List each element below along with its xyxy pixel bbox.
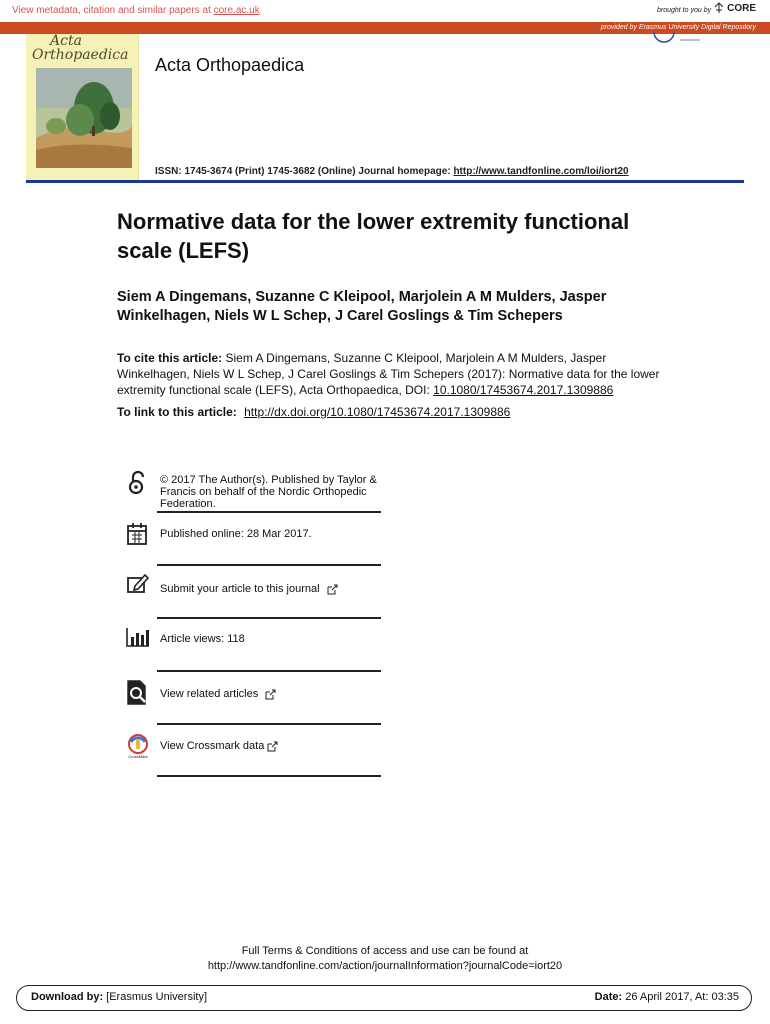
download-date-label: Date: xyxy=(594,991,623,1003)
core-provider-text: provided by Erasmus University Digital Repository xyxy=(600,24,756,31)
core-metadata-notice xyxy=(12,5,260,16)
core-notice-text: View metadata, citation and similar papers at xyxy=(12,5,214,16)
cover-title-line-1: Acta xyxy=(50,33,82,49)
crossmark-label[interactable] xyxy=(160,740,390,752)
info-divider xyxy=(157,723,381,725)
external-link-icon xyxy=(267,741,278,752)
article-doi-url[interactable]: http://dx.doi.org/10.1080/17453674.2017.1309886 xyxy=(244,405,511,419)
core-brought-by xyxy=(657,2,756,14)
submit-article-label[interactable] xyxy=(160,583,390,595)
external-link-icon xyxy=(327,584,338,595)
issn-line xyxy=(155,166,629,177)
cover-landscape-painting xyxy=(36,68,132,168)
svg-text:CrossMark: CrossMark xyxy=(128,754,148,759)
external-link-icon xyxy=(265,689,276,700)
edit-pencil-icon xyxy=(125,572,151,598)
core-link[interactable]: core.ac.uk xyxy=(213,5,260,16)
crossmark-icon xyxy=(125,733,151,759)
download-by-value: [Erasmus University] xyxy=(103,991,208,1003)
header-divider xyxy=(26,180,744,183)
download-info-box xyxy=(16,985,752,1011)
citation-label: To cite this article: xyxy=(117,351,223,365)
article-link-label: To link to this article: xyxy=(117,405,241,419)
article-authors: Siem A Dingemans, Suzanne C Kleipool, Marjolein A M Mulders, Jasper Winkelhagen, Niels W L Schep, J Carel Goslings & Tim Schepers xyxy=(117,289,607,324)
citation-text: Siem A Dingemans, Suzanne C Kleipool, Marjolein A M Mulders, Jasper Winkelhagen, Niels W L Schep, J Carel Goslings & Tim Schepers (2017): Normative data for the lower extremity functional scale (LEFS), Acta Orthopaedica, DOI: xyxy=(117,351,660,397)
related-articles-text: View related articles xyxy=(160,688,259,700)
submit-article-text: Submit your article to this journal xyxy=(160,583,320,595)
open-access-lock-icon xyxy=(125,470,151,496)
download-by-label: Download by: xyxy=(31,991,104,1003)
info-divider xyxy=(157,775,381,777)
terms-notice xyxy=(0,944,770,974)
related-articles-label[interactable] xyxy=(160,688,390,700)
download-date-value: 26 April 2017, At: 03:35 xyxy=(622,991,739,1003)
article-views-text: Article views: 118 xyxy=(160,633,245,645)
core-banner xyxy=(0,0,770,22)
info-divider xyxy=(157,564,381,566)
terms-line-1: Full Terms & Conditions of access and use can be found at xyxy=(241,945,529,957)
info-divider xyxy=(157,617,381,619)
journal-name: Acta Orthopaedica xyxy=(155,55,305,75)
crossmark-text: View Crossmark data xyxy=(160,740,265,752)
journal-homepage-link[interactable]: http://www.tandfonline.com/loi/iort20 xyxy=(453,166,629,177)
citation-doi-link[interactable]: 10.1080/17453674.2017.1309886 xyxy=(433,383,614,397)
issn-text: ISSN: 1745-3674 (Print) 1745-3682 (Online) Journal homepage: xyxy=(155,166,454,177)
cover-title xyxy=(32,34,128,62)
download-by xyxy=(31,991,207,1003)
info-divider xyxy=(157,670,381,672)
core-brought-text: brought to you by xyxy=(657,7,712,14)
cover-title-line-2: Orthopaedica xyxy=(32,47,129,63)
published-online-text: Published online: 28 Mar 2017. xyxy=(160,528,312,540)
citation-block xyxy=(117,350,677,398)
info-divider xyxy=(157,511,381,513)
journal-logo-icon xyxy=(652,32,704,46)
core-logo-icon xyxy=(713,2,725,14)
calendar-icon xyxy=(125,521,151,547)
search-document-icon xyxy=(125,680,151,706)
bar-chart-icon xyxy=(125,625,151,651)
article-link-block xyxy=(117,405,510,419)
article-title: Normative data for the lower extremity functional scale (LEFS) xyxy=(117,209,630,263)
download-date xyxy=(595,991,739,1003)
core-brand: CORE xyxy=(727,3,756,14)
terms-url[interactable]: http://www.tandfonline.com/action/journalInformation?journalCode=iort20 xyxy=(207,960,563,972)
copyright-text: © 2017 The Author(s). Published by Taylor & Francis on behalf of the Nordic Orthopedic Federation. xyxy=(160,474,377,510)
journal-cover-image xyxy=(26,34,139,180)
